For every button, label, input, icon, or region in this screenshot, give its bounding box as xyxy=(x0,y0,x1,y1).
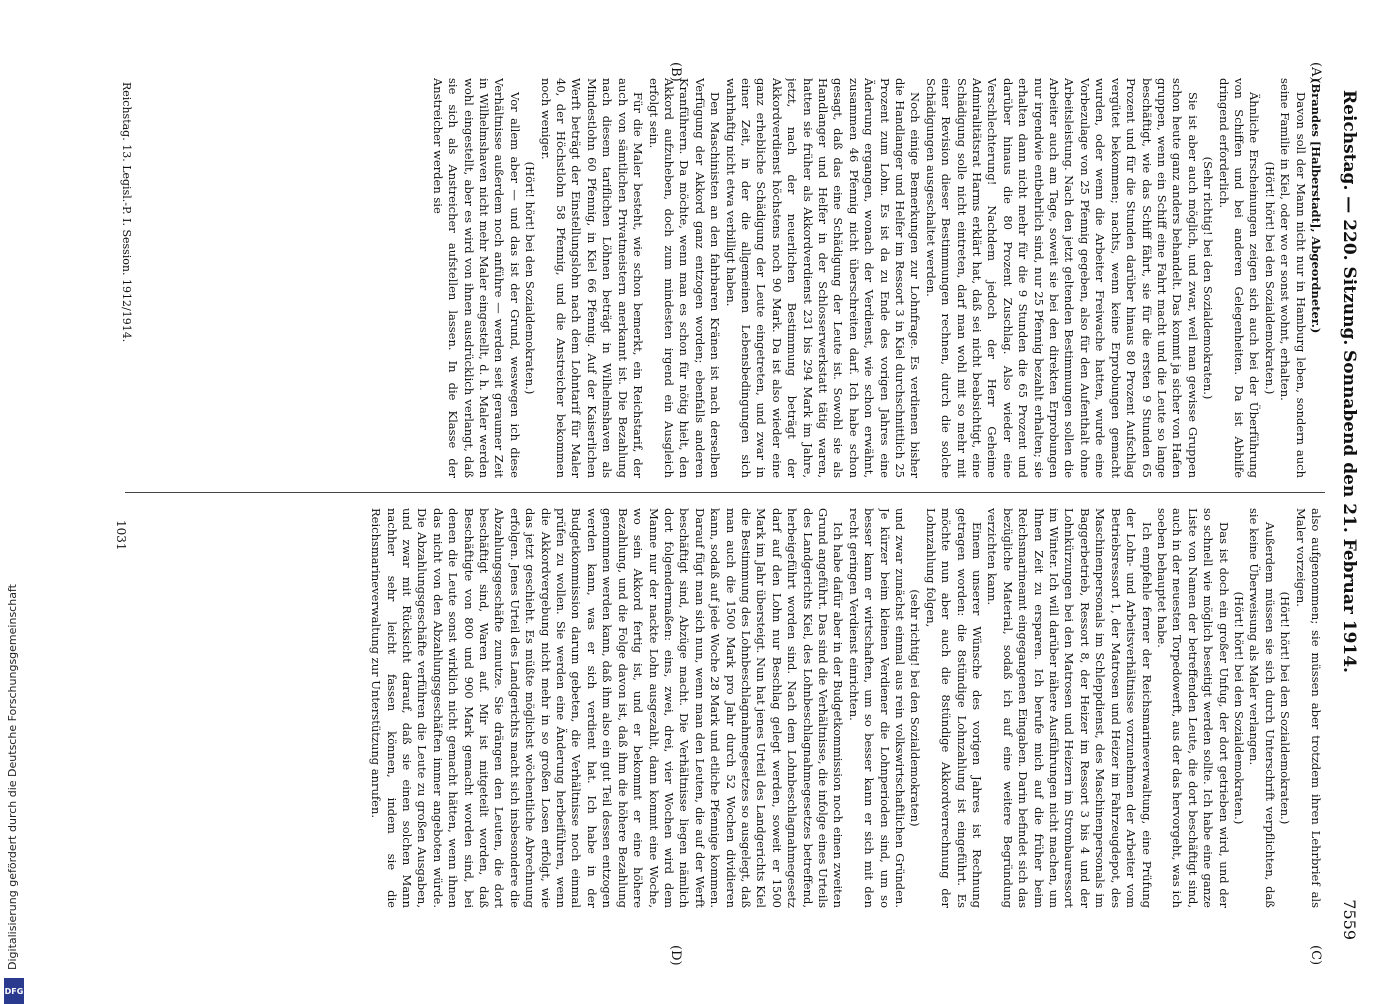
paragraph: Einem unserer Wünsche des vorigen Jahres ist Rechnung getragen worden: die 8stündige Lohnzahlung ist eingeführt. Es möchte nun aber auch die 8stündige Akkordverrechnung der Lohnzahlung folgen, xyxy=(923,508,985,908)
paragraph: und zwar zunächst einmal aus rein volkswirtschaftlichen Gründen. Je kürzer beim kleinen Verdiener die Lohnperioden sind, um so besser kann er wirtschaften, um so besser kann er sich mit den recht geringen Verdienst einrichten. xyxy=(846,508,908,908)
margin-letter-a: (A) xyxy=(1308,62,1323,82)
margin-letter-b: (B) xyxy=(668,62,683,82)
paragraph: Vor allem aber — und das ist der Grund, weswegen ich diese Verhältnisse außerdem noch anführe — werden seit geraumer Zeit in Wilhelmshaven nicht mehr Maler eingestellt, d. h. Maler werden wohl eingestellt, aber es wird von ihnen ausdrücklich verlangt, daß sie sich als Anstreicher aufstellen lassen. In die Klasse der Anstreicher werden sie xyxy=(430,78,522,478)
header-date: Sonnabend den 21. Februar 1914. xyxy=(1339,350,1359,673)
left-column xyxy=(143,78,1323,478)
interjection: (Hört! hört! bei den Sozialdemokraten.) xyxy=(1278,591,1293,825)
interjection: (Hört! hört! bei den Sozialdemokraten.) xyxy=(523,161,538,395)
interjection: (Hört! hört! bei den Sozialdemokraten.) xyxy=(1231,591,1246,825)
header-session: Reichstag. — 220. Sitzung. xyxy=(1339,90,1359,346)
footer-page-number: 1031 xyxy=(114,520,128,551)
paragraph: Ähnliche Erscheinungen zeigen sich auch bei der Überführung von Schiffen und bei anderen Gelegenheiten. Da ist Abhilfe dringend erforderlich. xyxy=(1216,78,1262,478)
interjection: (Sehr richtig! bei den Sozialdemokraten.) xyxy=(1201,156,1216,400)
source-footer: Reichstag. 13. Legisl.-P. I. Session. 1912/1914. xyxy=(120,82,133,343)
funding-text: Digitalisierung gefördert durch die Deutsche Forschungsgemeinschaft xyxy=(6,584,19,970)
paragraph: Für die Maler besteht, wie schon bemerkt, ein Reichstarif, der auch von sämtlichen Privatmeistern anerkannt ist. Die Bezahlung nach diesem tariflichen Löhnen beträgt in Wilhelmshaven als Mindestlohn 60 Pfennig, in Kiel 66 Pfennig. Auf der Kaiserlichen Werft beträgt der Einstellungslohn nach dem Lohntarif für Maler 40, der Höchstlohn 58 Pfennig, und die Anstreicher bekommen noch weniger. xyxy=(538,78,646,478)
paragraph: Außerdem müssen sie sich durch Unterschrift verpflichten, daß sie keine Überweisung als Maler verlangen. xyxy=(1247,508,1277,908)
column-divider xyxy=(125,492,1325,493)
paragraph: Den Maschinisten an den fahrbaren Kränen ist nach derselben Verfügung der Akkord ganz entzogen worden; ebenfalls anderen Kranführern. Da möchte, wenn man es schon für nötig hielt, den Akkord aufzuheben, doch zum mindesten irgend ein Ausgleich erfolgt sein. xyxy=(646,78,723,478)
paragraph: Noch einige Bemerkungen zur Lohnfrage. Es verdienen bisher die Handlanger und Helfer im Ressort 3 in Kiel durchschnittlich 25 Prozent zum Lohn. Es ist da zu Ende des vorigen Jahres eine Änderung ergangen, wonach der Verdienst, wie schon erwähnt, zusammen 46 Pfennig nicht überschreiten darf. Ich habe schon gesagt, daß das eine Schädigung der Leute ist. Sowohl sie als Handlanger und Helfer in der Schlosserwerkstatt tätig waren, hatten sie früher als Akkordverdienst 231 bis 294 Mark im Jahre, jetzt, nach der neuerlichen Bestimmung beträgt der Akkordverdienst höchstens noch 90 Mark. Da ist also wieder eine ganz erhebliche Schädigung der Leute eingetreten, und zwar in einer Zeit, in der die allgemeinen Lebensbedingungen sich wahrhaftig nicht etwa verbilligt haben. xyxy=(723,78,923,478)
paragraph: Ich empfehle ferner der Reichsmarineverwaltung, eine Prüfung der Lohn- und Arbeitsverhältnisse vorzunehmen der Arbeiter vom Betriebsressort 1, der Matrosen und Heizer im Fahrzeugdepot, des Maschinenpersonals im Schleppdienst, des Maschinenpersonals im Baggerbetrieb, Ressort 8, der Heizer im Ressort 3 bis 4 und der Lohnkürzungen bei den Matrosen und Heizern im Strombauressort im Winter. Ich will darüber nähere Ausführungen nicht machen, um Ihnen Zeit zu ersparen. Ich berufe mich auf die früher beim Reichsmarineamt eingegangenen Eingaben. Darin befindet sich das bezügliche Material, sodaß ich auf eine weitere Begründung verzichten kann. xyxy=(985,508,1154,908)
interjection: (sehr richtig! bei den Sozialdemokraten) xyxy=(908,589,923,827)
margin-letter-d: (D) xyxy=(668,945,683,966)
speaker-line: (Brandes [Halberstadt], Abgeordneter.) xyxy=(1309,78,1323,334)
paragraph: Sie ist aber auch möglich, und zwar, weil man gewisse Gruppen schon heute ganz anders behandelt. Das kommt ja sicher von Hafen gruppen, wenn ein Schiff eine Fahrt macht und die Leute so lange beschäftigt, wie das Schiff fährt, sie für die ersten 9 Stunden 65 Prozent und für die Stunden darüber hinaus 80 Prozent Aufschlag vergütet bekommen; nachts, wenn keine Erprobungen gemacht wurden, oder wenn die Arbeiter Freiwache hatten, wurde eine Vorbezulage von 25 Pfennig gegeben, also für den Aufenthalt ohne Arbeitsleistung. Nach den jetzt geltenden Bestimmungen sollen die Arbeiter auch am Tage, soweit sie bei den direkten Erprobungen nur irgendwie entbehrlich sind, nur 25 Pfennig bezahlt erhalten; sie erhalten dann nicht mehr für die 9 Stunden die 65 Prozent und darüber hinaus die 80 Prozent Zuschlag. Also wieder eine Verschlechterung! Nachdem jedoch der Herr Geheime Admiralitätsrat Harms erklärt hat, daß sei nicht beabsichtigt, eine Schädigung solle nicht eintreten, darf man wohl mit so mehr mit einer Revision dieser Bestimmungen rechnen, durch die solche Schädigungen ausgeschaltet werden. xyxy=(923,78,1200,478)
paragraph: also aufgenommen; sie müssen aber trotzdem ihren Lehrbrief als Maler vorzeigen. xyxy=(1293,508,1323,908)
header-page-number: 7559 xyxy=(1340,899,1359,940)
paragraph: Ich habe dafür aber in der Budgetkommission noch einen zweiten Grund angeführt. Das sind die Verhältnisse, die infolge eines Urteils des Landgerichts Kiel, des Lohnbeschlagnahmegesetzes betreffend, herbeigeführt worden sind. Nach dem Lohnbeschlagnahmegesetz darf auf den Lohn nur Beschlag gelegt werden, soweit er 1500 Mark im Jahr übersteigt. Nun hat jenes Urteil des Landgerichts Kiel die Bestimmung des Lohnbeschlagnahmegesetzes so ausgelegt, daß man auch die 1500 Mark pro Jahr durch 52 Wochen dividieren kann, sodaß auf jede Woche 28 Mark und etliche Pfennige kommen. Darauf fügt man sich nun, wenn man den Leuten, die auf der Werft beschäftigt sind, Abzüge macht. Die Verhältnisse liegen nämlich dort folgendermaßen: eins, zwei, drei, vier Wochen wird dem Manne nur der nackte Lohn ausgezahlt, dann kommt eine Woche, wo sein Akkord fertig ist, und er bekommt er eine höhere Bezahlung, und die Folge davon ist, daß ihm die höhere Bezahlung genommen werden kann, daß ihm also ein gut Teil dessen entzogen werden kann, was er sich verdient hat. Ich habe in der Budgetkommission darum gebeten, die Verhältnisse noch einmal prüfen zu wollen. Sie werden eine Änderung herbeiführen, wenn die Akkordvergebung nicht mehr in so großen Losen erfolgt, wie das jetzt geschieht. Es müßte möglichst wöchentliche Abrechnung erfolgen. Jenes Urteil des Landgerichts macht sich insbesondere die Abzahlungsgeschäfte zunutze. Sie drängen den Leuten, die dort beschäftigt sind, Waren auf. Mir ist mitgeteilt worden, daß Beschäftigte von 800 und 900 Mark gemacht worden sind, bei denen die Leute sonst wirklich nicht gemacht hätten, wenn ihnen das nicht von den Abzahlungsgeschäften immer angeboten würde. Die Abzahlungsgeschäfte verführen die Leute zu großen Ausgaben, und zwar mit Rücksicht darauf, daß sie einen solchen Mann nachher sehr leicht fassen können, indem sie die Reichsmarineverwaltung zur Unterstützung anrufen. xyxy=(369,508,846,908)
paragraph: Davon soll der Mann nicht nur in Hamburg leben, sondern auch seine Familie in Kiel, oder wo er sonst wohnt, erhalten. xyxy=(1278,78,1308,478)
interjection: (Hört! hört! bei den Sozialdemokraten.) xyxy=(1262,161,1277,395)
margin-letter-c: (C) xyxy=(1308,945,1323,966)
page-header xyxy=(1329,90,1365,940)
dfg-logo: DFG xyxy=(4,978,24,1004)
paragraph: Das ist doch ein großer Unfug, der dort getrieben wird, und der so schnell wie möglich beseitigt werden sollte. Ich habe eine ganze Liste von Namen der betreffenden Leute, die dort beschäftigt sind, auch in der neuesten Torpedowerft, aus der das hervorgeht, was ich soeben behauptet habe. xyxy=(1154,508,1231,908)
right-column xyxy=(143,508,1323,908)
